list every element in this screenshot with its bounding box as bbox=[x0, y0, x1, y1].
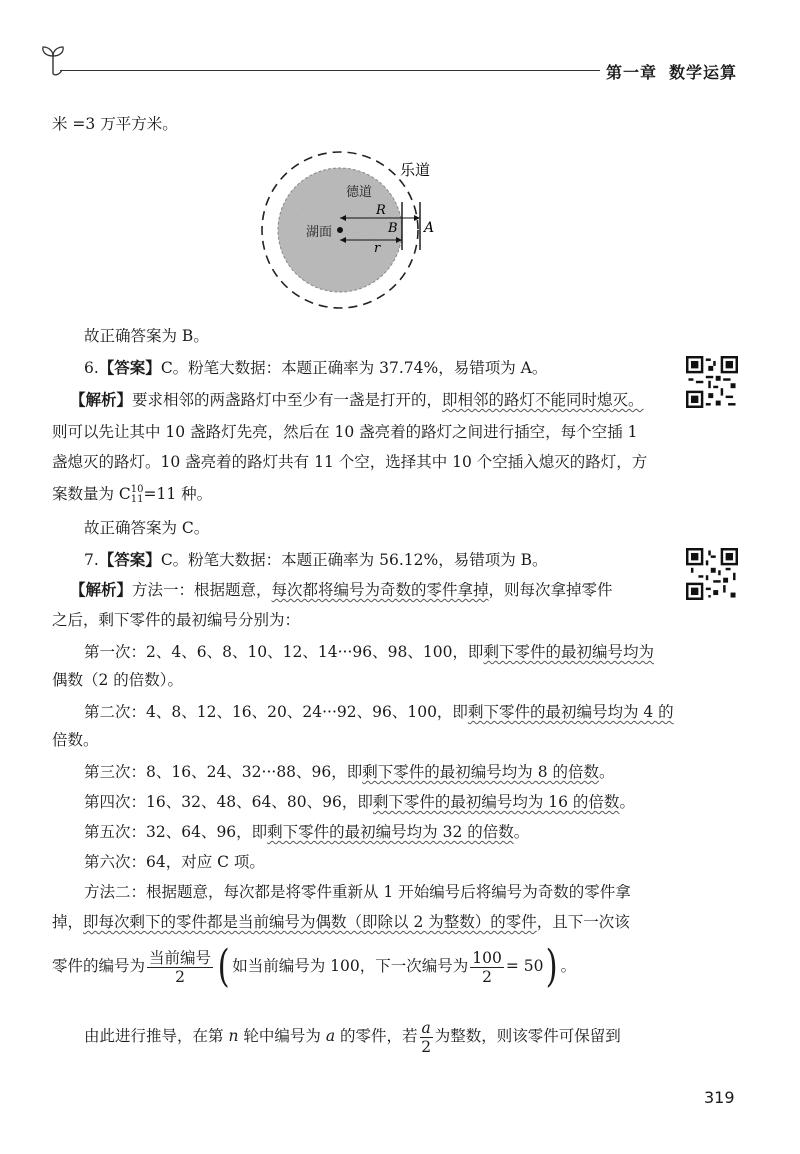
page-number: 319 bbox=[704, 1088, 735, 1107]
inner-label: 德道 bbox=[346, 185, 373, 200]
numerator: 当前编号 bbox=[149, 948, 212, 967]
text-span: 如当前编号为 100，下一次编号为 bbox=[232, 957, 469, 975]
round-1-line bbox=[84, 642, 654, 662]
question-7-analysis bbox=[70, 580, 613, 600]
emphasis-text: 即每次剩下的零件都是当前编号为偶数（即除以 2 为整数）的零件 bbox=[83, 913, 537, 931]
header-rule bbox=[60, 70, 600, 71]
emphasis-text: 剩下零件的最初编号均为 8 的倍数 bbox=[362, 763, 599, 781]
emphasis-text: 每次都将编号为奇数的零件拿掉 bbox=[271, 581, 489, 599]
question-number: 7. bbox=[84, 551, 99, 569]
analysis-text: 要求相邻的两盏路灯中至少有一盏是打开的， bbox=[132, 391, 443, 409]
question-6-analysis bbox=[70, 390, 644, 410]
numerator: 100 bbox=[472, 948, 502, 967]
text-span: 。 bbox=[513, 823, 530, 841]
derivation-line bbox=[84, 1016, 621, 1056]
emphasis-text: 剩下零件的最初编号均为 bbox=[483, 643, 654, 661]
text-span: 第三次：8、16、24、32···88、96，即 bbox=[84, 763, 363, 781]
emphasis-text: 剩下零件的最初编号均为 32 的倍数 bbox=[267, 823, 514, 841]
variable: n bbox=[228, 1027, 239, 1045]
center-point bbox=[337, 227, 343, 233]
text-span: 方法一：根据题意， bbox=[132, 581, 272, 599]
track-label: 乐道 bbox=[400, 161, 431, 179]
combination-line bbox=[52, 484, 212, 505]
subscript: 11 bbox=[130, 494, 144, 505]
text-span: ，则每次拿掉零件 bbox=[488, 581, 613, 599]
question-6-answer bbox=[84, 358, 547, 378]
text-span: 第四次：16、32、48、64、80、96，即 bbox=[84, 793, 373, 811]
question-number: 6. bbox=[84, 359, 99, 377]
chapter-number: 第一章 bbox=[606, 63, 658, 82]
variable: a bbox=[325, 1027, 336, 1045]
qr-code-icon[interactable] bbox=[686, 548, 738, 600]
round-3-line bbox=[84, 762, 615, 782]
method-2-line bbox=[52, 912, 630, 932]
text-span: 。 bbox=[560, 957, 577, 975]
text-span: = 50 bbox=[505, 957, 544, 975]
leaf-icon bbox=[40, 44, 66, 78]
point-b-label: B bbox=[388, 221, 398, 236]
center-label: 湖面 bbox=[306, 225, 333, 240]
text-span: 的零件，若 bbox=[340, 1027, 418, 1045]
question-7-answer bbox=[84, 550, 548, 570]
answer-tag: 【答案】 bbox=[98, 550, 161, 569]
text-span: 第一次：2、4、6、8、10、12、14···96、98、100，即 bbox=[84, 643, 484, 661]
text-line: 倍数。 bbox=[52, 731, 99, 749]
text-line: 盏熄灭的路灯。10 盏亮着的路灯共有 11 个空，选择其中 10 个空插入熄灭的路灯，方 bbox=[52, 453, 648, 471]
formula-line: 零件的编号为 $\frac{\text{当前编号}}{2}$ ( 如当前编号为 100，下一次编号为 $\frac{100}{2}$ = 50) 。 bbox=[52, 941, 577, 992]
chapter-title: 数学运算 bbox=[669, 63, 738, 82]
text-span: 第五次：32、64、96，即 bbox=[84, 823, 268, 841]
chapter-header bbox=[606, 60, 749, 83]
text-span: 为整数，则该零件可保留到 bbox=[434, 1027, 621, 1045]
fraction bbox=[147, 949, 213, 986]
round-4-line bbox=[84, 792, 635, 812]
emphasis-text: 剩下零件的最初编号均为 16 的倍数 bbox=[372, 793, 620, 811]
emphasis-text: 剩下零件的最初编号均为 4 的 bbox=[467, 703, 674, 721]
analysis-tag: 【解析】 bbox=[70, 390, 133, 409]
text-line: 方法二：根据题意，每次都是将零件重新从 1 开始编号后将编号为奇数的零件拿 bbox=[84, 883, 631, 901]
text-line: 偶数（2 的倍数）。 bbox=[52, 671, 184, 689]
text-line: 之后，剩下零件的最初编号分别为： bbox=[52, 611, 301, 629]
qr-code-icon[interactable] bbox=[686, 356, 738, 408]
text-line: 故正确答案为 B。 bbox=[84, 327, 209, 345]
fraction bbox=[470, 949, 504, 986]
text-span: 轮中编号为 bbox=[243, 1027, 321, 1045]
answer-tag: 【答案】 bbox=[98, 358, 161, 377]
radius-small-label: r bbox=[374, 241, 381, 256]
text-line: 米 =3 万平方米。 bbox=[52, 115, 178, 133]
denominator: 2 bbox=[482, 967, 492, 986]
denominator: 2 bbox=[421, 1037, 432, 1056]
text-span: =11 种。 bbox=[143, 485, 213, 503]
analysis-tag: 【解析】 bbox=[70, 580, 133, 599]
round-5-line bbox=[84, 822, 529, 842]
text-span: 。 bbox=[619, 793, 635, 811]
text-span: 掉， bbox=[52, 913, 84, 931]
point-a-label: A bbox=[424, 220, 435, 236]
radius-label: R bbox=[376, 203, 386, 218]
text-span: 零件的编号为 bbox=[52, 957, 146, 975]
text-span: 。 bbox=[598, 763, 615, 781]
emphasis-text: 即相邻的路灯不能同时熄灭。 bbox=[442, 391, 644, 409]
fraction bbox=[420, 1019, 433, 1056]
text-span: 案数量为 C bbox=[52, 485, 131, 503]
answer-text: C。粉笔大数据：本题正确率为 37.74%，易错项为 A。 bbox=[160, 359, 548, 377]
round-2-line bbox=[84, 702, 674, 722]
numerator: a bbox=[421, 1018, 431, 1037]
denominator: 2 bbox=[175, 967, 185, 986]
text-line: 则可以先让其中 10 盏路灯先亮，然后在 10 盏亮着的路灯之间进行插空，每个空插 1 bbox=[52, 423, 638, 441]
answer-text: C。粉笔大数据：本题正确率为 56.12%，易错项为 B。 bbox=[160, 551, 548, 569]
text-span: 第二次：4、8、12、16、20、24···92、96、100，即 bbox=[84, 703, 468, 721]
text-span: ，且下一次该 bbox=[536, 913, 630, 931]
text-span: 由此进行推导，在第 bbox=[84, 1027, 224, 1045]
superscript: 10 bbox=[130, 484, 144, 495]
lake-track-diagram bbox=[250, 140, 450, 315]
text-line: 第六次：64，对应 C 项。 bbox=[84, 853, 265, 871]
text-line: 故正确答案为 C。 bbox=[84, 519, 210, 537]
